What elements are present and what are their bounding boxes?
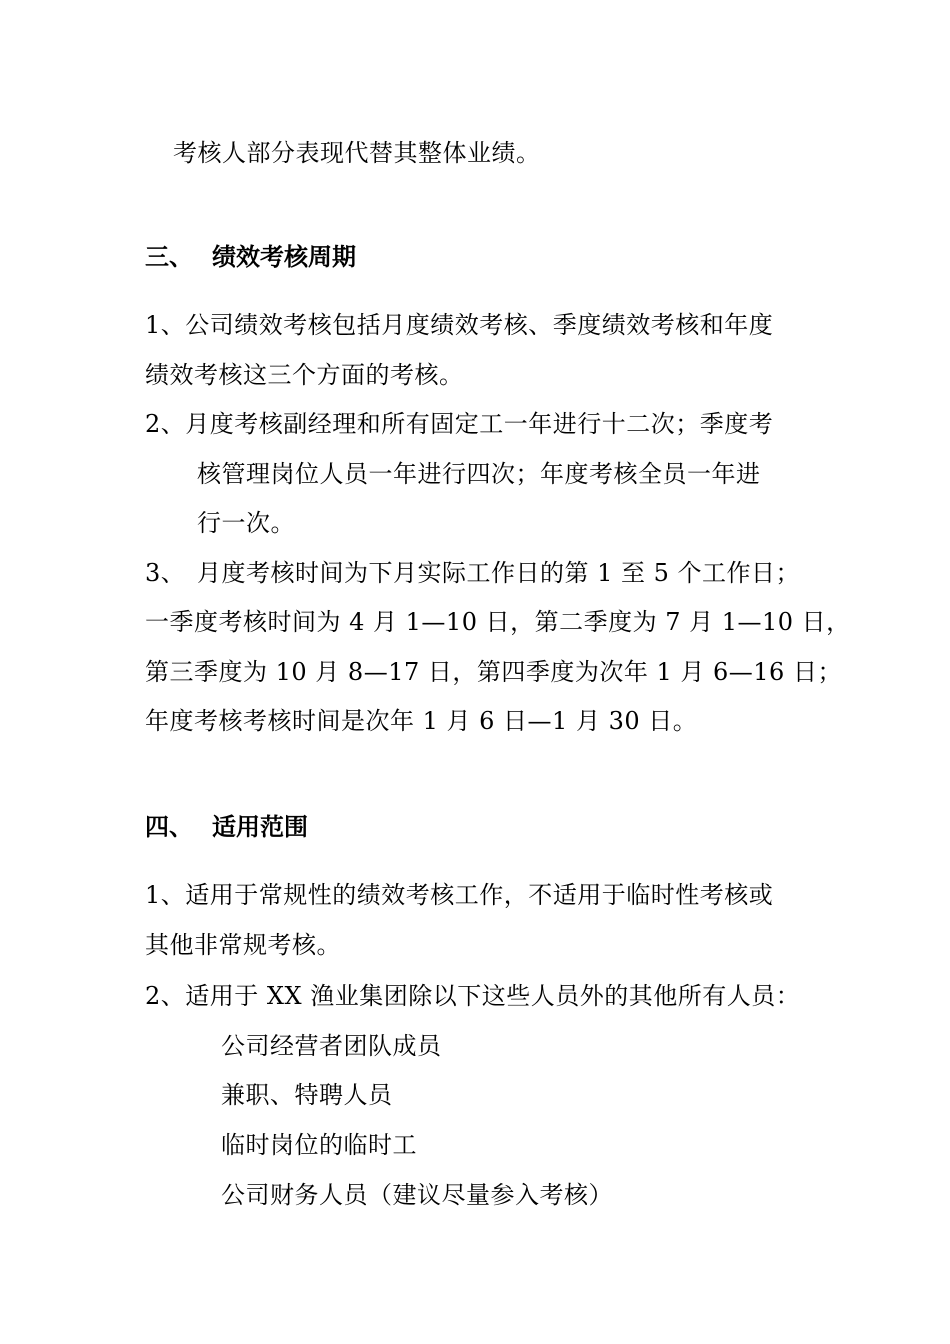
section-3-item-3-line-3: 第三季度为 10 月 8—17 日，第四季度为次年 1 月 6—16 日； xyxy=(145,658,842,686)
section-3-title: 绩效考核周期 xyxy=(212,243,356,271)
section-4-item-2-line-1: 2、适用于 XX 渔业集团除以下这些人员外的其他所有人员： xyxy=(145,982,801,1010)
section-4-number: 四、 xyxy=(145,813,193,841)
list-item: 公司经营者团队成员 xyxy=(221,1032,442,1060)
section-3-item-2-line-2: 核管理岗位人员一年进行四次；年度考核全员一年进 xyxy=(197,460,761,488)
list-item: 临时岗位的临时工 xyxy=(221,1131,417,1159)
section-3-item-3-line-1: 月度考核时间为下月实际工作日的第 1 至 5 个工作日； xyxy=(197,559,801,587)
section-3-number: 三、 xyxy=(145,243,193,271)
section-4-item-1-line-2: 其他非常规考核。 xyxy=(145,931,341,959)
section-3-item-3-number: 3、 xyxy=(145,559,186,587)
section-3-item-3-line-2: 一季度考核时间为 4 月 1—10 日，第二季度为 7 月 1—10 日， xyxy=(145,608,851,636)
list-item: 公司财务人员（建议尽量参入考核） xyxy=(221,1181,613,1209)
section-3-item-2-line-1: 2、月度考核副经理和所有固定工一年进行十二次；季度考 xyxy=(145,410,774,438)
list-item: 兼职、特聘人员 xyxy=(221,1081,393,1109)
section-3-item-2-line-3: 行一次。 xyxy=(197,509,295,537)
section-3-item-1-line-2: 绩效考核这三个方面的考核。 xyxy=(145,361,464,389)
section-4-item-1-line-1: 1、适用于常规性的绩效考核工作，不适用于临时性考核或 xyxy=(145,881,774,909)
section-3-item-3-line-4: 年度考核考核时间是次年 1 月 6 日—1 月 30 日。 xyxy=(145,707,698,735)
section-3-item-1-line-1: 1、公司绩效考核包括月度绩效考核、季度绩效考核和年度 xyxy=(145,311,774,339)
section-4-title: 适用范围 xyxy=(212,813,308,841)
carryover-text: 考核人部分表现代替其整体业绩。 xyxy=(173,139,541,167)
